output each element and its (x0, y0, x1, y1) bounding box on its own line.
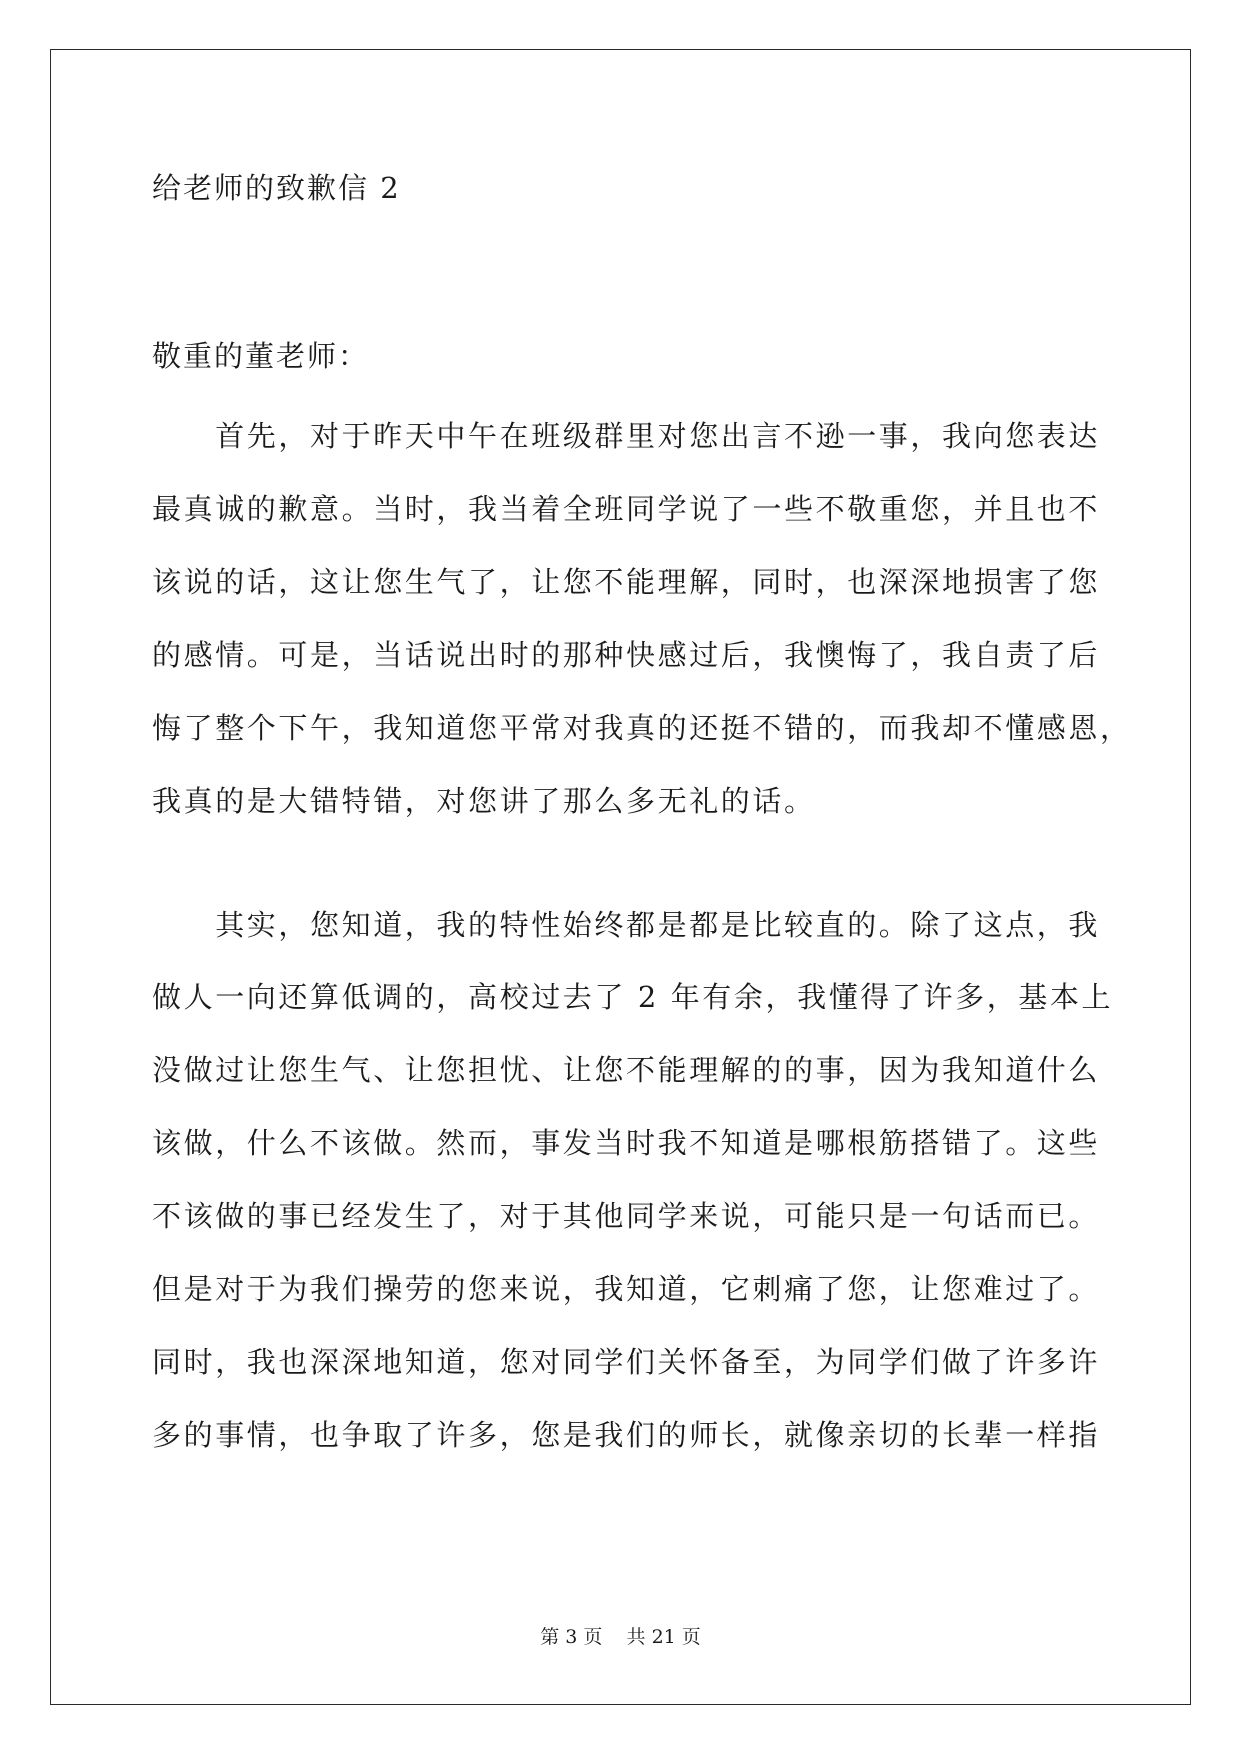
body-line: 最真诚的歉意。当时，我当着全班同学说了一些不敬重您，并且也不 (152, 492, 1101, 526)
body-line: 首先，对于昨天中午在班级群里对您出言不逊一事，我向您表达 (152, 419, 1101, 453)
body-line: 该做，什么不该做。然而，事发当时我不知道是哪根筋搭错了。这些 (152, 1126, 1101, 1160)
body-line: 做人一向还算低调的，高校过去了 2 年有余，我懂得了许多，基本上 (152, 980, 1114, 1014)
page-number: 第 3 页 (540, 1626, 603, 1648)
letter-greeting: 敬重的董老师： (152, 339, 370, 373)
document-title: 给老师的致歉信 2 (152, 171, 401, 205)
body-line: 同时，我也深深地知道，您对同学们关怀备至，为同学们做了许多许 (152, 1345, 1101, 1379)
body-line: 但是对于为我们操劳的您来说，我知道，它刺痛了您，让您难过了。 (152, 1272, 1101, 1306)
body-line: 该说的话，这让您生气了，让您不能理解，同时，也深深地损害了您 (152, 565, 1101, 599)
page-border (50, 49, 1191, 1705)
page-total: 共 21 页 (626, 1626, 701, 1648)
body-line: 我真的是大错特错，对您讲了那么多无礼的话。 (152, 784, 816, 818)
body-line: 没做过让您生气、让您担忧、让您不能理解的的事，因为我知道什么 (152, 1053, 1101, 1087)
body-line: 不该做的事已经发生了，对于其他同学来说，可能只是一句话而已。 (152, 1199, 1101, 1233)
body-line: 的感情。可是，当话说出时的那种快感过后，我懊悔了，我自责了后 (152, 638, 1101, 672)
body-line: 悔了整个下午，我知道您平常对我真的还挺不错的，而我却不懂感恩， (152, 711, 1132, 745)
body-line: 其实，您知道，我的特性始终都是都是比较直的。除了这点，我 (152, 908, 1101, 942)
body-line: 多的事情，也争取了许多，您是我们的师长，就像亲切的长辈一样指 (152, 1418, 1101, 1452)
page-footer (0, 1625, 1241, 1649)
